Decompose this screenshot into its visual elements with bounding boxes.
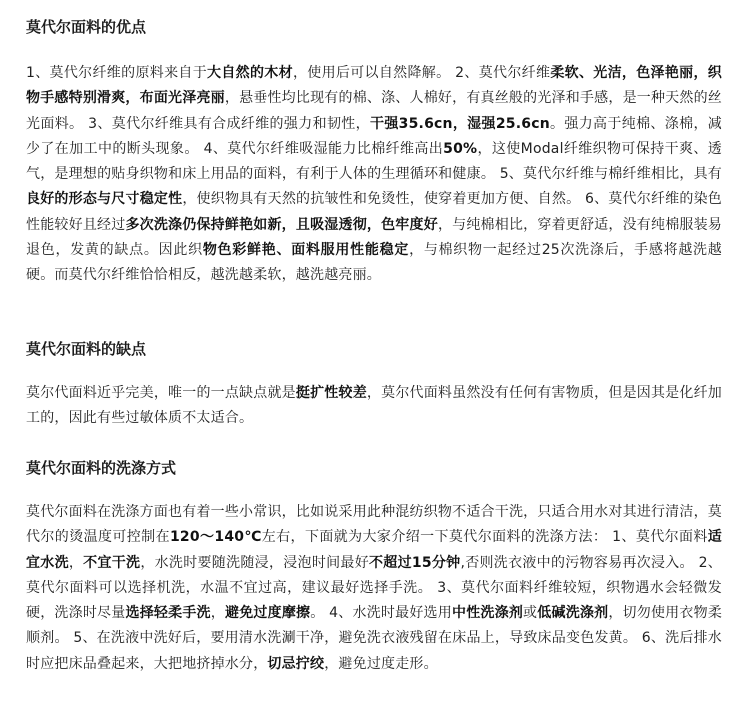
emphasis-text: 良好的形态与尺寸稳定性: [26, 191, 183, 208]
body-text: 莫尔代面料近乎完美，唯一的一点缺点就是: [26, 385, 296, 401]
emphasis-text: 120～140℃: [169, 529, 262, 546]
section-heading-advantages: 莫代尔面料的优点: [26, 18, 147, 36]
body-text: 。 4、水洗时最好选用: [310, 605, 452, 622]
emphasis-text: 物色彩鲜艳、面料服用性能稳定: [202, 242, 410, 259]
emphasis-text: 柔软、光洁，色泽艳丽，织物手感特别滑爽，布面光泽亮丽: [26, 65, 722, 107]
body-text: ，使用后可以自然降解。 2、莫代尔纤维: [292, 65, 551, 81]
emphasis-text: 不超过15分钟: [369, 554, 461, 571]
body-text: 。强力高于纯棉、涤棉，减少了在加工中的断头现象。 4、莫代尔纤维吸湿能力比棉纤维高出: [26, 115, 723, 157]
emphasis-text: 切忌拧绞: [267, 655, 325, 672]
section-body-advantages: [26, 61, 722, 289]
body-text: 1、莫代尔纤维的原料来自于: [26, 65, 208, 81]
body-text: ，: [210, 605, 225, 622]
body-text: ，: [68, 554, 84, 571]
body-text: ，与棉织物一起经过25次洗涤后，手感将越洗越硬。而莫代尔纤维恰恰相反，越洗越柔软，越洗越亮丽。: [26, 242, 722, 284]
body-text: ，使织物具有天然的抗皱性和免烫性，使穿着更加方便、自然。 6、莫代尔纤维的染色性能较好且经过: [26, 191, 722, 233]
section-body-disadvantages: [26, 381, 722, 432]
body-text: ，这使Modal纤维织物可保持干爽、透气，是理想的贴身织物和床上用品的面料，有利于人体的生理循环和健康。 5、莫代尔纤维与棉纤维相比，具有: [26, 140, 722, 183]
emphasis-text: 低碱洗涤剂: [537, 605, 609, 622]
section-heading-disadvantages: 莫代尔面料的缺点: [26, 340, 147, 358]
emphasis-text: 中性洗涤剂: [451, 605, 524, 622]
body-text: ，与纯棉相比，穿着更舒适，没有纯棉服装易退色，发黄的缺点。因此织: [26, 216, 723, 259]
section-heading-washing: 莫代尔面料的洗涤方式: [26, 459, 177, 477]
emphasis-text: 多次洗涤仍保持鲜艳如新，且吸湿透彻，色牢度好: [125, 216, 438, 233]
emphasis-text: 避免过度摩擦: [225, 605, 311, 622]
emphasis-text: 不宜干洗: [83, 554, 141, 571]
body-text: ，避免过度走形。: [324, 655, 438, 672]
body-text: ，切勿使用衣物柔顺剂。 5、在洗液中洗好后，要用清水洗涮干净，避免洗衣液残留在床品上，导致床品变色发黄。 6、洗后排水时应把床品叠起来，大把地挤掉水分，: [26, 605, 723, 672]
body-text: 左右，下面就为大家介绍一下莫代尔面料的洗涤方法： 1、莫代尔面料: [261, 529, 708, 546]
body-text: ，悬垂性均比现有的棉、涤、人棉好，有真丝般的光泽和手感，是一种天然的丝光面料。 3、莫代尔纤维具有合成纤维的强力和韧性，: [26, 90, 722, 132]
body-text: ,否则洗衣液中的污物容易再次浸入。 2、莫代尔面料可以选择机洗，水温不宜过高，建议最好选择手洗。 3、莫代尔面料纤维较短，织物遇水会轻微发硬，洗涤时尽量: [26, 554, 722, 622]
body-text: 莫代尔面料在洗涤方面也有着一些小常识，比如说采用此种混纺织物不适合干洗，只适合用水对其进行清洁，莫代尔的烫温度可控制在: [26, 504, 722, 546]
section-body-washing: [26, 500, 722, 677]
emphasis-text: 适宜水洗: [26, 529, 722, 571]
emphasis-text: 挺扩性较差: [295, 385, 367, 401]
emphasis-text: 50%: [443, 140, 478, 157]
body-text: 或: [523, 605, 538, 622]
emphasis-text: 干强35.6cn，湿强25.6cn: [369, 115, 550, 132]
body-text: ，莫尔代面料虽然没有任何有害物质，但是因其是化纤加工的，因此有些过敏体质不太适合。: [26, 385, 722, 427]
emphasis-text: 大自然的木材: [207, 65, 293, 81]
body-text: ，水洗时要随洗随浸，浸泡时间最好: [140, 554, 370, 571]
emphasis-text: 选择轻柔手洗: [125, 605, 211, 622]
